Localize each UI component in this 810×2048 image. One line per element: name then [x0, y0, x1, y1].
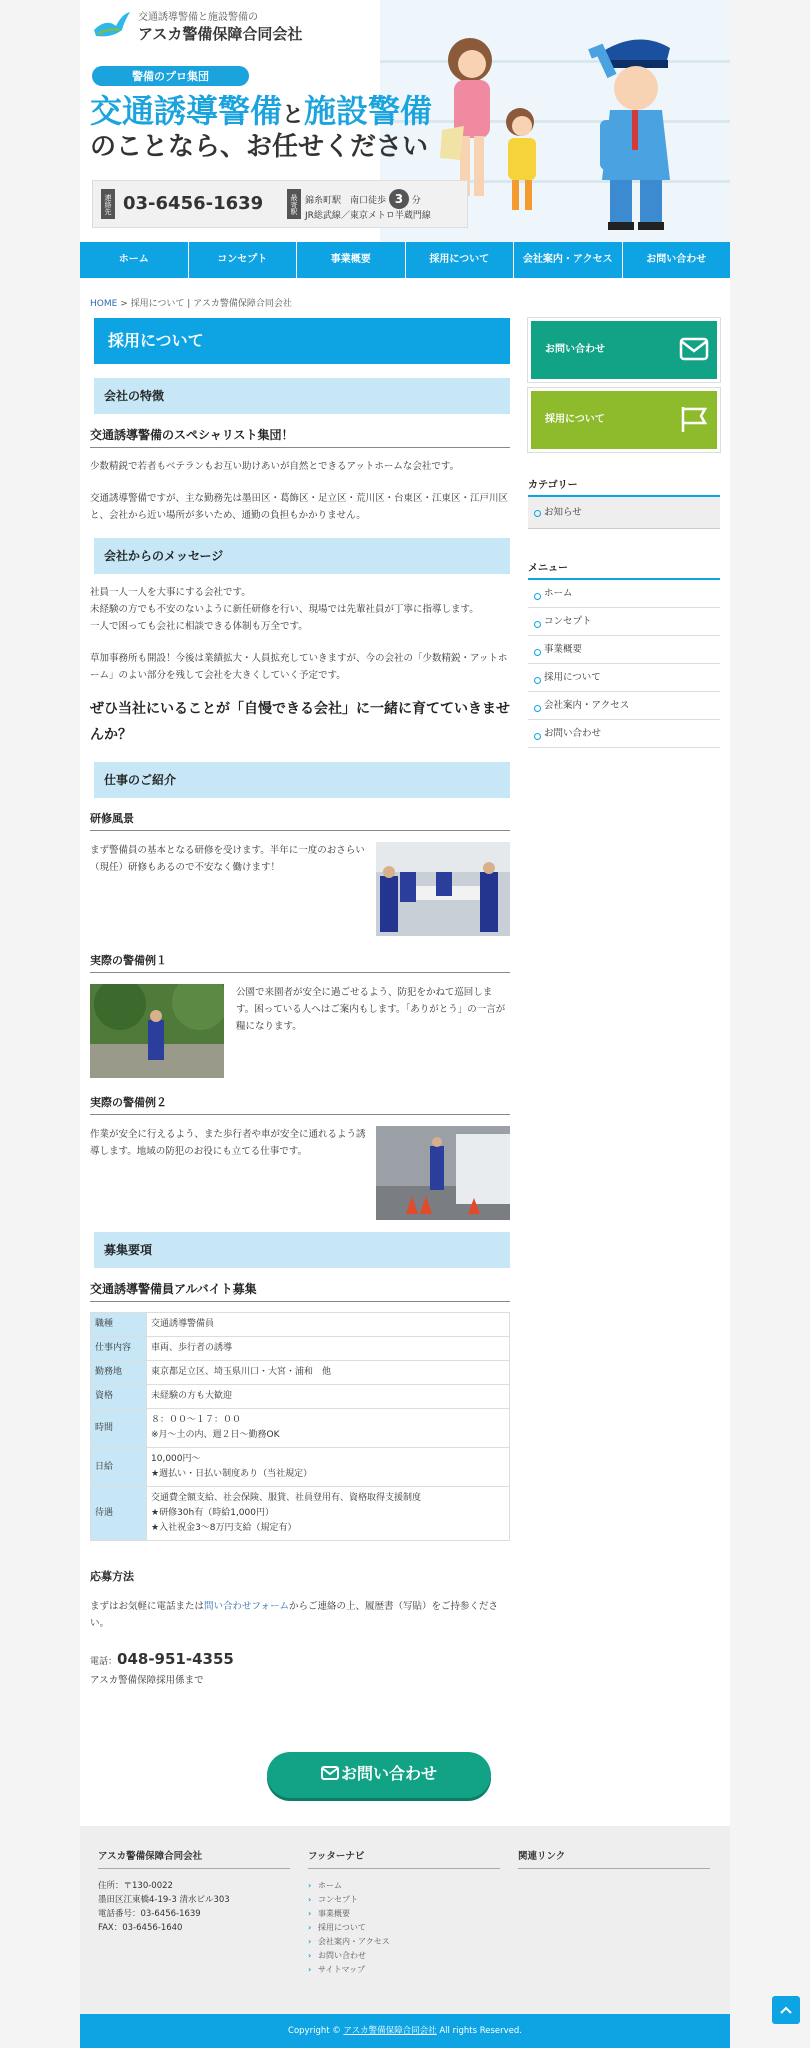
breadcrumb-current: 採用について | アスカ警備保障合同会社: [130, 299, 292, 309]
case1-text: 公園で来園者が安全に過ごせるよう、防犯をかねて巡回します。困っている人へはご案内もします。「ありがとう」の一言が糧になります。: [236, 987, 506, 1032]
sidebar-menu-concept[interactable]: コンセプト: [528, 608, 720, 636]
section-message-heading: 会社からのメッセージ: [90, 538, 510, 574]
header-phone-number[interactable]: 03-6456-1639: [123, 193, 264, 214]
message-text-2: 草加事務所も開設！今後は業績拡大・人員拡充していきますが、今の会社の「少数精鋭・アットホーム」のよい部分を残して会社を大きくしていく予定です。: [90, 653, 508, 681]
footer-fax: FAX：03-6456-1640: [98, 1923, 183, 1933]
station-minutes-unit: 分: [411, 196, 421, 206]
row-value: [147, 1409, 510, 1448]
row-key: 待遇: [91, 1487, 147, 1541]
case2-heading: 実際の警備例２: [90, 1094, 510, 1115]
breadcrumb: [90, 296, 292, 309]
logo-company-name: アスカ警備保障合同会社: [138, 25, 303, 43]
footer-nav-contact[interactable]: › お問い合わせ: [308, 1949, 500, 1963]
sidebar-menu-company[interactable]: 会社案内・アクセス: [528, 692, 720, 720]
feature-text-1: 少数精鋭で若者もベテランもお互い助けあいが自然とできるアットホームな会社です。: [90, 461, 460, 472]
flag-icon: [679, 405, 709, 433]
sidebar-category-title: カテゴリー: [528, 476, 720, 497]
station-minutes: 3: [389, 189, 409, 209]
footer-address-1: 住所：〒130-0022: [98, 1881, 173, 1891]
mail-icon: [679, 335, 709, 363]
row-value: 車両、歩行者の誘導: [147, 1337, 510, 1361]
message-line-2: 未経験の方でも不安のないように新任研修を行い、現場では先輩社員が丁寧に指導します。: [90, 604, 479, 615]
back-to-top-button[interactable]: [772, 1996, 800, 2024]
bird-logo-icon: [92, 8, 132, 44]
row-key: 日給: [91, 1448, 147, 1487]
row-line: ★入社祝金3〜8万円支給（規定有）: [151, 1523, 297, 1533]
sidebar-menu-title: メニュー: [528, 559, 720, 580]
contact-tag: 連絡先: [101, 189, 115, 219]
row-value: 未経験の方も大歓迎: [147, 1385, 510, 1409]
footer-nav: [308, 1848, 500, 1977]
sidebar-category-news[interactable]: お知らせ: [528, 497, 720, 529]
site-footer: [80, 1826, 730, 2014]
case2-text: 作業が安全に行えるよう、また歩行者や車が安全に通れるよう誘導します。地域の防犯のお役にも立てる仕事です。: [90, 1129, 366, 1157]
row-line: 10,000円〜: [151, 1454, 201, 1464]
copyright-prefix: Copyright ©: [288, 2026, 341, 2036]
family-and-guard-illustration: [440, 30, 730, 230]
nav-concept[interactable]: コンセプト: [189, 242, 298, 278]
case1-heading: 実際の警備例１: [90, 952, 510, 973]
catch-traffic: 交通誘導警備: [90, 92, 283, 130]
copyright-bar: [80, 2014, 730, 2048]
nav-contact[interactable]: お問い合わせ: [646, 254, 707, 265]
case2-photo: [376, 1126, 510, 1220]
footer-nav-concept[interactable]: › コンセプト: [308, 1893, 500, 1907]
row-line: 交通費全額支給、社会保険、服貸、社員登用有、資格取得支援制度: [151, 1493, 422, 1503]
row-key: 職種: [91, 1313, 147, 1337]
table-row: [91, 1487, 510, 1541]
sidebar-recruit-label: 採用について: [545, 414, 605, 425]
catch-facility: 施設警備: [304, 92, 433, 130]
nav-company-access[interactable]: 会社案内・アクセス: [514, 242, 623, 278]
header-catch-sub: のことなら、お任せください: [90, 132, 429, 162]
footer-company-title: アスカ警備保障合同会社: [98, 1848, 290, 1869]
section-work-heading: 仕事のご紹介: [90, 762, 510, 798]
footer-nav-sitemap[interactable]: › サイトマップ: [308, 1963, 500, 1977]
row-value: [147, 1487, 510, 1541]
recruit-phone: [90, 1650, 510, 1668]
chevron-up-icon: [780, 2005, 792, 2015]
footer-nav-recruit[interactable]: › 採用について: [308, 1921, 500, 1935]
row-value: 交通誘導警備員: [147, 1313, 510, 1337]
section-recruit-heading: 募集要項: [90, 1232, 510, 1268]
cta-label: お問い合わせ: [340, 1764, 437, 1783]
section-feature-heading: 会社の特徴: [90, 378, 510, 414]
table-row: [91, 1409, 510, 1448]
catch-to: と: [282, 103, 305, 128]
feature-text-2: 交通誘導警備ですが、主な勤務先は墨田区・葛飾区・足立区・荒川区・台東区・江東区・江戸川区と、会社から近い場所が多いため、通勤の負担もかかりません。: [90, 493, 509, 521]
breadcrumb-separator: >: [120, 299, 128, 309]
row-value: [147, 1448, 510, 1487]
row-line: ★週払い・日払い制度あり（当社規定）: [151, 1469, 313, 1479]
contact-form-link[interactable]: 問い合わせフォーム: [204, 1601, 290, 1612]
row-key: 仕事内容: [91, 1337, 147, 1361]
site-header: [80, 0, 730, 242]
page: [80, 0, 730, 2048]
row-key: 勤務地: [91, 1361, 147, 1385]
apply-text-a: まずはお気軽に電話または: [90, 1601, 205, 1612]
footer-nav-company[interactable]: › 会社案内・アクセス: [308, 1935, 500, 1949]
station-text: 錦糸町駅 南口徒歩: [305, 196, 387, 206]
nav-home[interactable]: ホーム: [80, 242, 189, 278]
phone-note: アスカ警備保障採用係まで: [90, 1675, 204, 1686]
row-key: 時間: [91, 1409, 147, 1448]
training-text: まず警備員の基本となる研修を受けます。半年に一度のおさらい（現任）研修もあるので不安なく働けます！: [90, 845, 365, 873]
footer-nav-title: フッターナビ: [308, 1848, 500, 1869]
pro-badge: 警備のプロ集団: [92, 66, 249, 86]
message-line-1: 社員一人一人を大事にする会社です。: [90, 587, 251, 598]
breadcrumb-home[interactable]: HOME: [90, 299, 118, 309]
header-contact-bar: [92, 180, 468, 228]
sidebar-menu-home[interactable]: ホーム: [528, 580, 720, 608]
mail-icon: [321, 1766, 339, 1780]
recruit-table: [90, 1312, 510, 1541]
sidebar-contact-label: お問い合わせ: [545, 344, 605, 355]
apply-text: [90, 1598, 510, 1632]
training-photo: [376, 842, 510, 936]
message-emphasis: ぜひ当社にいることが「自慢できる会社」に一緒に育てていきませんか？: [90, 701, 510, 743]
recruit-title: 交通誘導警備員アルバイト募集: [90, 1280, 510, 1302]
footer-nav-home[interactable]: › ホーム: [308, 1879, 500, 1893]
nearest-station: [305, 189, 431, 223]
contact-cta-button[interactable]: [267, 1752, 491, 1798]
footer-links-title: 関連リンク: [518, 1848, 710, 1869]
nav-business[interactable]: 事業概要: [297, 242, 406, 278]
sidebar-contact-button[interactable]: [528, 318, 720, 382]
sidebar-recruit-button[interactable]: [528, 388, 720, 452]
phone-label: 電話：: [90, 1657, 118, 1667]
case1-photo: [90, 984, 224, 1078]
specialist-heading: 交通誘導警備のスペシャリスト集団！: [90, 426, 510, 448]
sidebar-menu-recruit[interactable]: 採用について: [528, 664, 720, 692]
message-line-3: 一人で困っても会社に相談できる体制も万全です。: [90, 621, 308, 632]
station-lines: JR総武線／東京メトロ半蔵門線: [305, 211, 431, 221]
footer-links: [518, 1848, 710, 1879]
table-row: [91, 1337, 510, 1361]
page-title: 採用について: [90, 318, 510, 364]
row-key: 資格: [91, 1385, 147, 1409]
copyright-suffix: All rights Reserved.: [439, 2026, 522, 2036]
logo-subtitle: 交通誘導警備と施設警備の: [138, 12, 258, 23]
table-row: [91, 1448, 510, 1487]
row-line: ★研修30h有（時給1,000円）: [151, 1508, 274, 1518]
apply-text-b: からご連絡の上、履歴書（写貼）をご持参ください。: [90, 1601, 499, 1629]
sidebar-menu-business[interactable]: 事業概要: [528, 636, 720, 664]
table-row: [91, 1313, 510, 1337]
row-value: 東京都足立区、埼玉県川口・大宮・浦和 他: [147, 1361, 510, 1385]
footer-nav-business[interactable]: › 事業概要: [308, 1907, 500, 1921]
station-tag: 最寄駅: [287, 189, 301, 219]
site-logo[interactable]: [92, 8, 302, 44]
sidebar-menu-contact[interactable]: お問い合わせ: [528, 720, 720, 748]
row-line: ※月〜土の内、週２日〜勤務OK: [151, 1430, 280, 1440]
apply-heading: 応募方法: [90, 1570, 134, 1583]
table-row: [91, 1385, 510, 1409]
nav-recruit[interactable]: 採用について: [406, 242, 515, 278]
sidebar: [528, 318, 720, 748]
recruit-phone-number[interactable]: 048-951-4355: [117, 1650, 234, 1668]
footer-address-2: 墨田区江東橋4-19-3 清水ビル303: [98, 1895, 230, 1905]
global-nav: [80, 242, 730, 278]
training-heading: 研修風景: [90, 810, 510, 831]
row-line: ８：００〜１７：００: [151, 1415, 242, 1425]
footer-tel: 電話番号：03-6456-1639: [98, 1909, 201, 1919]
footer-company: [98, 1848, 290, 1935]
table-row: [91, 1361, 510, 1385]
copyright-company-link[interactable]: アスカ警備保障合同会社: [343, 2026, 437, 2036]
message-text-1: [90, 584, 510, 635]
